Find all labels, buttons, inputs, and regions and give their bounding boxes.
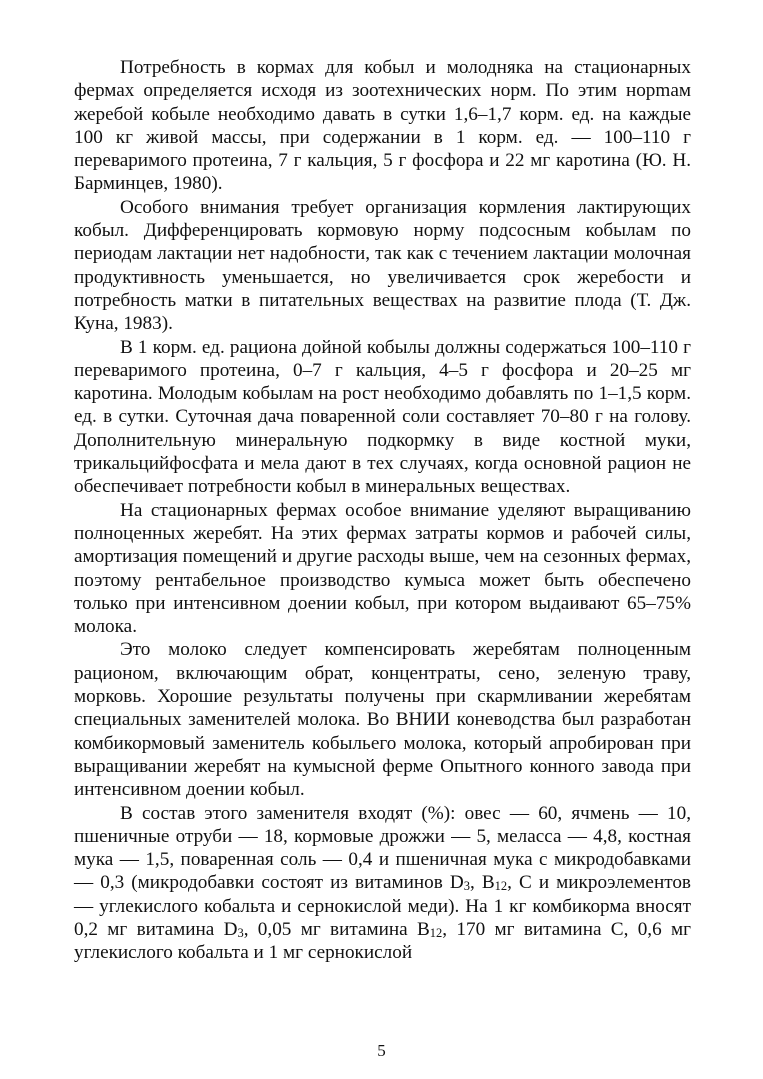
paragraph-6-text-5: , 170 мг витамина C, 0,6 мг углекислого кобальта и 1 мг сернокислой (74, 918, 691, 964)
vitamin-b12-subscript: 12 (429, 925, 443, 940)
paragraph-6-text-2: , B (469, 872, 495, 894)
vitamin-d3-subscript: 3 (463, 879, 470, 894)
document-page (74, 56, 691, 965)
paragraph-6-text-4: , 0,05 мг витамина B (243, 918, 430, 940)
paragraph-2: Особого внимания требует организация кормления лактирующих кобыл. Дифференцировать кормовую норму подсосным кобылам по периодам лактации нет надобности, так как с течением лактации молочная продуктивность уменьшается, но увеличивается срок жеребости и потребность матки в питательных веществах на развитие плода (Т. Дж. Куна, 1983). (74, 196, 691, 335)
paragraph-6-text-1: В состав этого заменителя входят (%): овес — 60, ячмень — 10, пшеничные отруби — 18, кормовые дрожжи — 5, меласса — 4,8, костная мука — 1,5, поваренная соль — 0,4 и пшеничная мука с микродобавками — 0,3 (микродобавки состоят из витаминов D (74, 802, 691, 894)
vitamin-d3-subscript: 3 (237, 925, 244, 940)
page-number: 5 (377, 1041, 386, 1060)
paragraph-6 (74, 802, 691, 965)
paragraph-6-text-3: , C и микроэлементов — углекислого кобальта и сернокислой меди). На 1 кг комбикорма вносят 0,2 мг витамина D (74, 872, 691, 940)
paragraph-3: В 1 корм. ед. рациона дойной кобылы должны содержаться 100–110 г переваримого протеина, 0–7 г кальция, 4–5 г фосфора и 20–25 мг каротина. Молодым кобылам на рост необходимо добавлять по 1–1,5 корм. ед. в сутки. Суточная дача поваренной соли составляет 70–80 г на голову. Дополнительную минеральную подкормку в виде костной муки, трикальцийфосфата и мела дают в тех случаях, когда основной рацион не обеспечивает потребности кобыл в минеральных веществах. (74, 336, 691, 498)
paragraph-4: На стационарных фермах особое внимание уделяют выращиванию полноценных жеребят. На этих фермах затраты кормов и рабочей силы, амортизация помещений и другие расходы выше, чем на сезонных фермах, поэтому рентабельное производство кумыса может быть обеспечено только при интенсивном доении кобыл, при котором выдаивают 65–75% молока. (74, 499, 691, 638)
paragraph-1: Потребность в кормах для кобыл и молодняка на стационарных фермах определяется исходя из зоотехнических норм. По этим норmам жеребой кобыле необходимо давать в сутки 1,6–1,7 корм. ед. на каждые 100 кг живой массы, при содержании в 1 корм. ед. — 100–110 г переваримого протеина, 7 г кальция, 5 г фосфора и 22 мг каротина (Ю. Н. Барминцев, 1980). (74, 57, 691, 195)
vitamin-b12-subscript: 12 (494, 879, 508, 894)
paragraph-5: Это молоко следует компенсировать жеребятам полноценным рационом, включающим обрат, концентраты, сено, зеленую траву, морковь. Хорошие результаты получены при скармливании жеребятам специальных заменителей молока. Во ВНИИ коневодства был разработан комбикормовый заменитель кобыльего молока, который апробирован при выращивании жеребят на кумысной ферме Опытного конного завода при интенсивном доении кобыл. (74, 639, 691, 801)
